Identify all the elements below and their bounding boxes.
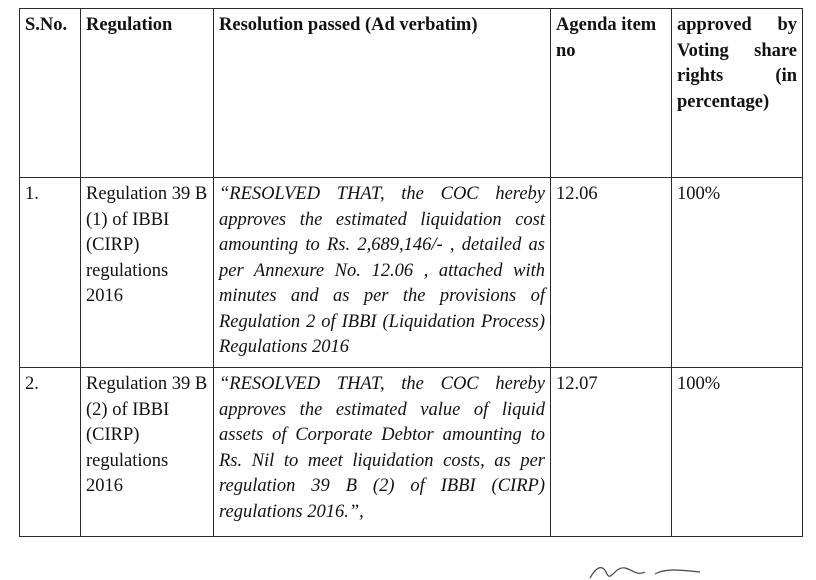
table-header-row xyxy=(20,9,803,178)
cell-sno: 2. xyxy=(20,368,81,537)
resolutions-table xyxy=(19,8,803,537)
header-regulation: Regulation xyxy=(81,9,214,178)
cell-approved-percentage: 100% xyxy=(672,368,803,537)
cell-agenda-item: 12.06 xyxy=(551,178,672,368)
cell-approved-percentage: 100% xyxy=(672,178,803,368)
cell-regulation: Regulation 39 B (1) of IBBI (CIRP) regulations 2016 xyxy=(81,178,214,368)
cell-regulation: Regulation 39 B (2) of IBBI (CIRP) regulations 2016 xyxy=(81,368,214,537)
table-row xyxy=(20,368,803,537)
cell-resolution: “RESOLVED THAT, the COC hereby approves the estimated value of liquid assets of Corporate Debtor amounting to Rs. Nil to meet liquidation costs, as per regulation 39 B (2) of IBBI (CIRP) regulations 2016.”, xyxy=(214,368,551,537)
header-approved-percentage: approved by Voting share rights (in percentage) xyxy=(672,9,803,178)
cell-resolution: “RESOLVED THAT, the COC hereby approves the estimated liquidation cost amounting to Rs. 2,689,146/- , detailed as per Annexure No. 12.06 , attached with minutes and as per the provisions of Regulation 2 of IBBI (Liquidation Process) Regulations 2016 xyxy=(214,178,551,368)
cell-sno: 1. xyxy=(20,178,81,368)
cell-agenda-item: 12.07 xyxy=(551,368,672,537)
table-row xyxy=(20,178,803,368)
signature-mark xyxy=(585,560,705,580)
header-resolution: Resolution passed (Ad verbatim) xyxy=(214,9,551,178)
header-sno: S.No. xyxy=(20,9,81,178)
header-agenda-item: Agenda item no xyxy=(551,9,672,178)
